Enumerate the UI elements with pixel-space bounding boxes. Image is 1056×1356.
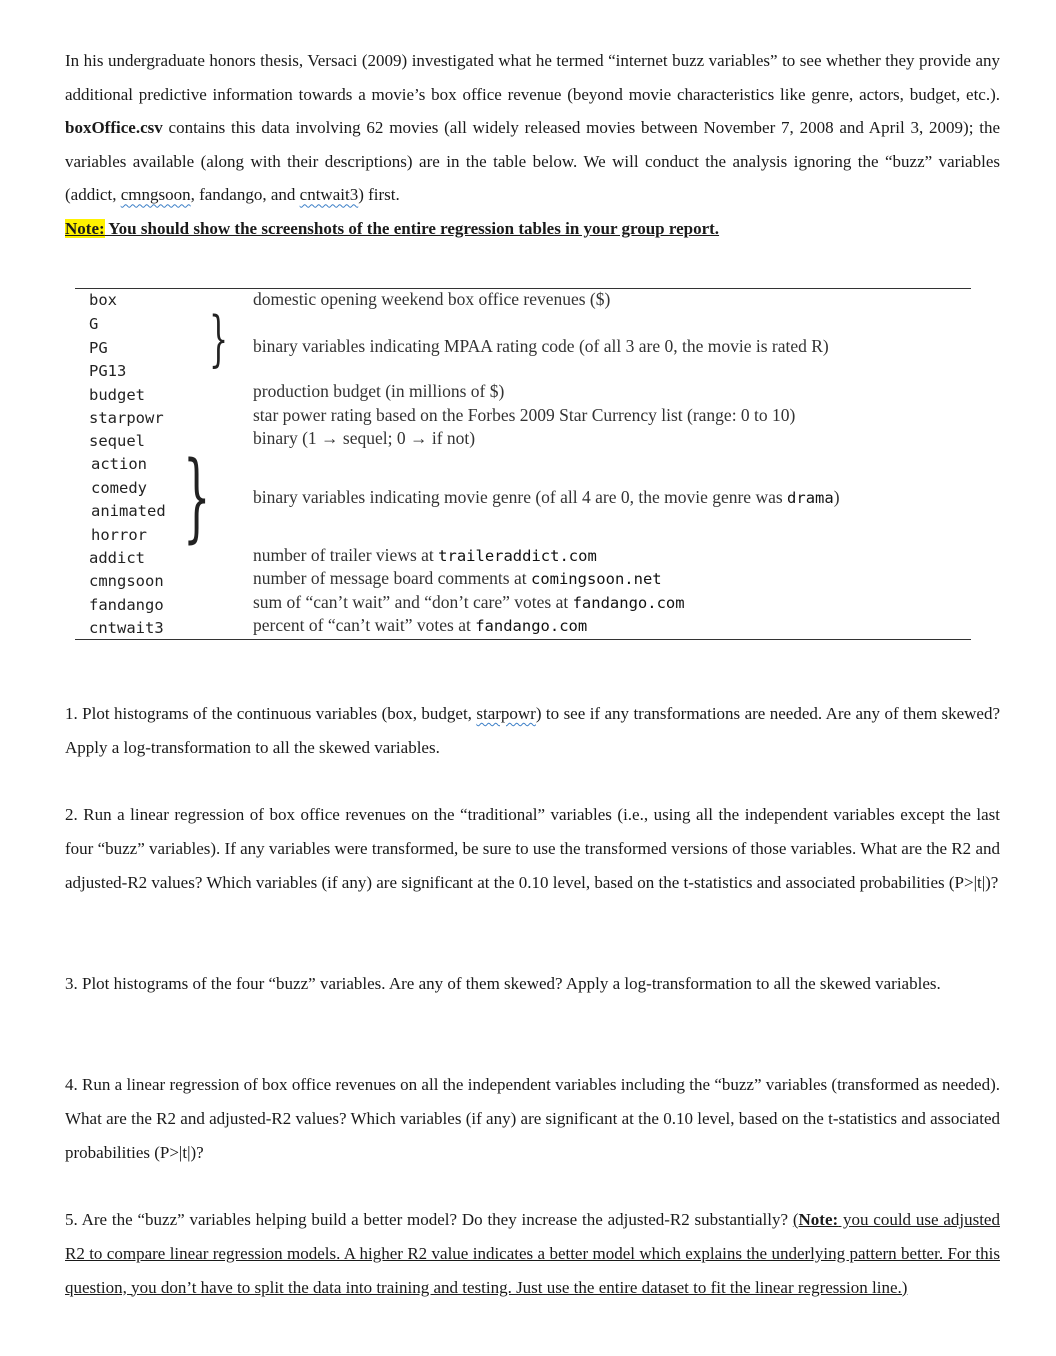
var-comedy: comedy [91, 479, 147, 497]
q2-text: 2. Run a linear regression of box office revenues on the “traditional” variables (i.e., using all the independent variables except the last four “buzz” variables). If any variables were transformed, be sure to use the transformed versions of those variables. What are the R2 and adjusted-R2 values? Which variables (if any) are significant at the 0.10 level, based on the t-statistics and associated probabilities (P>|t|)? [65, 805, 1000, 892]
spellcheck-word-cmngsoon: cmngsoon [120, 185, 191, 205]
var-sequel: sequel [89, 432, 145, 450]
question-2 [65, 798, 1000, 899]
var-starpowr: starpowr [89, 409, 164, 427]
var-animated: animated [91, 502, 166, 520]
question-5 [65, 1203, 1000, 1304]
q4-text: 4. Run a linear regression of box office revenues on all the independent variables including the “buzz” variables (transformed as needed). What are the R2 and adjusted-R2 values? Which variables (if any) are significant at the 0.10 level, based on the t-statistics and associated probabilities (P>|t|)? [65, 1075, 1000, 1162]
question-4 [65, 1068, 1000, 1169]
genre-brace-icon: } [183, 441, 211, 553]
q5-note-open: ( [792, 1210, 799, 1229]
site-traileraddict: traileraddict.com [438, 547, 597, 565]
variable-table [75, 288, 971, 640]
report-note [65, 212, 719, 245]
intro-paragraph [65, 44, 1000, 212]
var-budget: budget [89, 386, 145, 404]
site-fandango-2: fandango.com [475, 617, 588, 635]
desc-starpowr: star power rating based on the Forbes 2009 Star Currency list (range: 0 to 10) [253, 405, 796, 425]
var-horror: horror [91, 526, 147, 544]
desc-fandango-text: sum of “can’t wait” and “don’t care” votes at [253, 592, 573, 612]
note-text: You should show the screenshots of the entire regression tables in your group report. [104, 219, 720, 238]
genre-drama-code: drama [787, 489, 834, 507]
desc-addict [253, 545, 597, 566]
desc-rating: binary variables indicating MPAA rating code (of all 3 are 0, the movie is rated R) [253, 336, 829, 356]
question-3 [65, 967, 1000, 1001]
desc-genre [253, 487, 840, 508]
desc-cmngsoon-text: number of message board comments at [253, 568, 531, 588]
intro-text-3: , fandango, and [190, 185, 300, 205]
var-action: action [91, 455, 147, 473]
desc-genre-close: ) [833, 487, 840, 507]
intro-text-2: contains this data involving 62 movies (all widely released movies between November 7, 2008 and April 3, 2009); the variables available (along with their descriptions) are in the table below. We will conduct the analysis ignoring the “buzz” variables (addict, [65, 118, 1000, 205]
intro-text-1: In his undergraduate honors thesis, Versaci (2009) investigated what he termed “internet buzz variables” to see whether they provide any additional predictive information towards a movie’s box office revenue (beyond movie characteristics like genre, actors, budget, etc.). [65, 51, 1000, 104]
desc-box: domestic opening weekend box office revenues ($) [253, 289, 611, 309]
q5-text: 5. Are the “buzz” variables helping build a better model? Do they increase the adjusted-R2 substantially? [65, 1210, 793, 1229]
spellcheck-word-starpowr: starpowr [476, 704, 536, 723]
desc-cntwait3-text: percent of “can’t wait” votes at [253, 615, 476, 635]
desc-fandango [253, 592, 685, 613]
desc-cmngsoon [253, 568, 662, 589]
desc-genre-text: binary variables indicating movie genre (of all 4 are 0, the movie genre was [253, 487, 788, 507]
var-addict: addict [89, 549, 145, 567]
q5-note-text: you could use adjusted R2 to compare linear regression models. A higher R2 value indicates a better model which explains the underlying pattern better. For this question, you don’t have to split the data into training and testing. Just use the entire dataset to fit the linear regression line.) [65, 1210, 1000, 1297]
desc-sequel: binary (1 → sequel; 0 → if not) [253, 428, 476, 448]
rating-brace-icon: } [209, 304, 229, 374]
var-g: G [89, 315, 99, 333]
desc-addict-text: number of trailer views at [253, 545, 439, 565]
desc-budget: production budget (in millions of $) [253, 381, 505, 401]
spellcheck-word-cntwait3: cntwait3 [299, 185, 359, 205]
var-cntwait3: cntwait3 [89, 619, 164, 637]
intro-text-4: ) first. [358, 185, 400, 205]
desc-cntwait3 [253, 615, 587, 636]
site-fandango: fandango.com [572, 594, 685, 612]
note-label-highlighted: Note: [65, 219, 105, 238]
var-pg13: PG13 [89, 362, 127, 380]
site-comingsoon: comingsoon.net [530, 570, 662, 588]
var-pg: PG [89, 339, 108, 357]
q3-text: 3. Plot histograms of the four “buzz” variables. Are any of them skewed? Apply a log-transformation to all the skewed variables. [65, 974, 941, 993]
question-1 [65, 697, 1000, 765]
var-cmngsoon: cmngsoon [89, 572, 164, 590]
q1-text-a: 1. Plot histograms of the continuous variables (box, budget, [65, 704, 477, 723]
var-box: box [89, 291, 117, 309]
q1-text-b: ) to see if any transformations are needed. Are any of them skewed? Apply a log-transformation to all the skewed variables. [65, 704, 1000, 757]
dataset-filename: boxOffice.csv [65, 118, 163, 138]
var-fandango: fandango [89, 596, 164, 614]
q5-note-label: Note: [798, 1210, 839, 1229]
